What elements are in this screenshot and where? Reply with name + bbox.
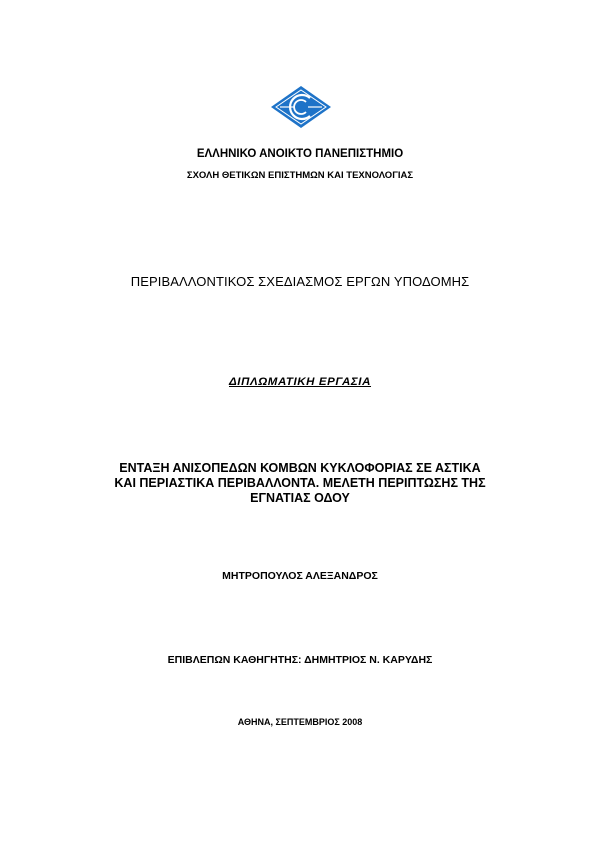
university-emblem-icon xyxy=(270,85,332,129)
place-date: ΑΘΗΝΑ, ΣΕΠΤΕΜΒΡΙΟΣ 2008 xyxy=(237,717,363,727)
university-name: ΕΛΛΗΝΙΚΟ ΑΝΟΙΚΤΟ ΠΑΝΕΠΙΣΤΗΜΙΟ xyxy=(196,148,404,160)
author-name: ΜΗΤΡΟΠΟΥΛΟΣ ΑΛΕΞΑΝΔΡΟΣ xyxy=(222,570,378,582)
program-name: ΠΕΡΙΒΑΛΛΟΝΤΙΚΟΣ ΣΧΕΔΙΑΣΜΟΣ ΕΡΓΩΝ ΥΠΟΔΟΜΗΣ xyxy=(130,274,470,289)
thesis-title-line: ΕΝΤΑΞΗ ΑΝΙΣΟΠΕΔΩΝ ΚΟΜΒΩΝ ΚΥΚΛΟΦΟΡΙΑΣ ΣΕ ΑΣΤΙΚΑ xyxy=(119,461,481,475)
thesis-title-line: ΕΓΝΑΤΙΑΣ ΟΔΟΥ xyxy=(250,491,350,505)
supervisor-line: ΕΠΙΒΛΕΠΩΝ ΚΑΘΗΓΗΤΗΣ: ΔΗΜΗΤΡΙΟΣ Ν. ΚΑΡΥΔΗΣ xyxy=(167,654,433,666)
school-name: ΣΧΟΛΗ ΘΕΤΙΚΩΝ ΕΠΙΣΤΗΜΩΝ ΚΑΙ ΤΕΧΝΟΛΟΓΙΑΣ xyxy=(186,170,414,181)
thesis-title xyxy=(60,461,540,506)
thesis-title-line: ΚΑΙ ΠΕΡΙΑΣΤΙΚΑ ΠΕΡΙΒΑΛΛΟΝΤΑ. ΜΕΛΕΤΗ ΠΕΡΙΠΤΩΣΗΣ ΤΗΣ xyxy=(114,476,486,490)
thesis-type: ΔΙΠΛΩΜΑΤΙΚΗ ΕΡΓΑΣΙΑ xyxy=(228,376,372,388)
